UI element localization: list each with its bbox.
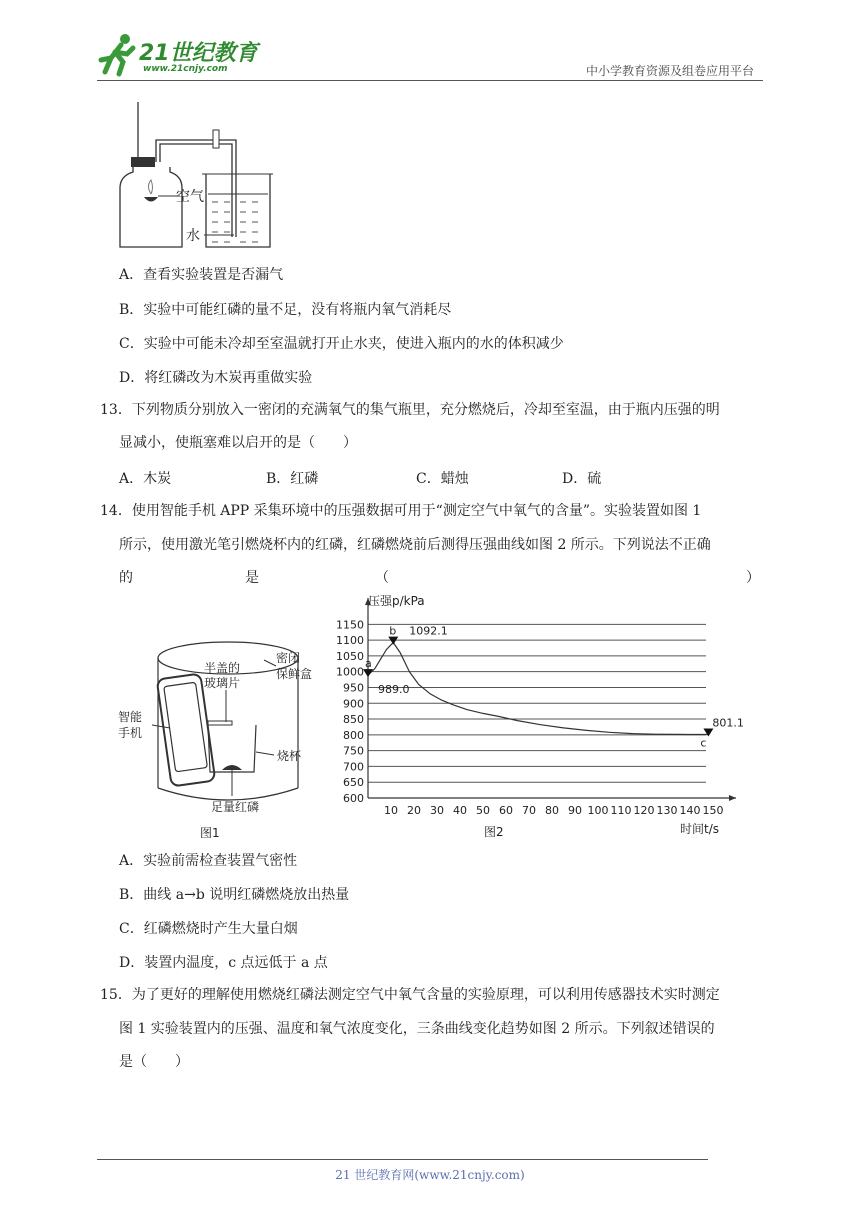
chart-ticks bbox=[336, 618, 724, 817]
x-tick-label: 30 bbox=[430, 804, 444, 817]
header-logo bbox=[97, 30, 267, 78]
x-tick-label: 150 bbox=[702, 804, 724, 817]
label-water: 水 bbox=[186, 228, 200, 244]
q14-stem-line1: 14．使用智能手机 APP 采集环境中的压强数据可用于“测定空气中氧气的含量”。实验装置如图 1 bbox=[100, 503, 702, 519]
footer-site: 21 世纪教育网(www.21cnjy.com) bbox=[335, 1168, 525, 1182]
x-tick-label: 120 bbox=[633, 804, 655, 817]
runner-logo-icon bbox=[97, 32, 137, 78]
q14-option-d: D．装置内温度，c 点远低于 a 点 bbox=[119, 955, 328, 971]
fig1-caption: 图1 bbox=[200, 826, 220, 838]
point-value-b: 1092.1 bbox=[409, 624, 448, 638]
y-tick-label: 750 bbox=[343, 744, 364, 758]
point-label-c: c bbox=[700, 736, 707, 750]
q13-stem-line1: 13．下列物质分别放入一密闭的充满氧气的集气瓶里，充分燃烧后，冷却至室温，由于瓶内压强的明 bbox=[100, 402, 720, 418]
x-axis-arrow bbox=[729, 795, 736, 801]
chart-caption: 图2 bbox=[484, 825, 504, 839]
q12-option-b: B．实验中可能红磷的量不足，没有将瓶内氧气消耗尽 bbox=[119, 302, 452, 318]
fig1-label-phone-2: 手机 bbox=[118, 726, 143, 740]
header-divider bbox=[97, 80, 763, 81]
x-tick-label: 130 bbox=[656, 804, 678, 817]
y-tick-label: 600 bbox=[343, 792, 364, 805]
y-tick-label: 850 bbox=[343, 713, 364, 727]
q12-option-d: D．将红磷改为木炭再重做实验 bbox=[119, 370, 313, 386]
x-tick-label: 50 bbox=[476, 804, 490, 817]
header-platform-name: 中小学教育资源及组卷应用平台 bbox=[585, 64, 754, 78]
q14-option-c: C．红磷燃烧时产生大量白烟 bbox=[119, 921, 298, 937]
fig1-label-box-2: 保鲜盒 bbox=[276, 667, 313, 681]
fig1-label-phosphorus: 足量红磷 bbox=[211, 800, 260, 814]
q15-stem-line2: 图 1 实验装置内的压强、温度和氧气浓度变化，三条曲线变化趋势如图 2 所示。下列叙述错误的 bbox=[119, 1021, 715, 1037]
q14-option-a: A．实验前需检查装置气密性 bbox=[119, 853, 298, 869]
y-tick-label: 900 bbox=[343, 697, 364, 711]
q13-option-b: B．红磷 bbox=[266, 471, 319, 487]
x-tick-label: 60 bbox=[499, 804, 513, 817]
chart-xlabel: 时间t/s bbox=[680, 822, 720, 836]
q12-option-c: C．实验中可能未冷却至室温就打开止水夹，使进入瓶内的水的体积减少 bbox=[119, 336, 564, 352]
y-tick-label: 700 bbox=[343, 760, 364, 774]
fig1-label-glass-1: 半盖的 bbox=[204, 661, 241, 675]
point-value-a: 989.0 bbox=[378, 683, 410, 697]
q13-option-a: A．木炭 bbox=[119, 471, 172, 487]
footer-divider bbox=[97, 1159, 708, 1160]
point-label-a: a bbox=[365, 657, 372, 671]
q14-stem-line3-d: ） bbox=[746, 570, 760, 586]
fig1-label-beaker: 烧杯 bbox=[277, 749, 302, 763]
x-tick-label: 90 bbox=[568, 804, 582, 817]
q14-figure-1 bbox=[116, 600, 326, 838]
q12-option-a: A．查看实验装置是否漏气 bbox=[119, 267, 284, 283]
point-label-b: b bbox=[389, 624, 397, 638]
q14-stem-line3-b: 是 bbox=[245, 570, 259, 586]
y-tick-label: 650 bbox=[343, 776, 364, 790]
x-tick-label: 10 bbox=[384, 804, 398, 817]
q14-stem-line2: 所示，使用激光笔引燃烧杯内的红磷，红磷燃烧前后测得压强曲线如图 2 所示。下列说法不正确 bbox=[119, 537, 711, 553]
x-tick-label: 20 bbox=[407, 804, 421, 817]
x-tick-label: 40 bbox=[453, 804, 467, 817]
fig1-label-phone-1: 智能 bbox=[118, 710, 143, 724]
y-tick-label: 1000 bbox=[336, 665, 364, 679]
y-tick-label: 950 bbox=[343, 681, 364, 695]
q15-stem-line1: 15．为了更好的理解使用燃烧红磷法测定空气中氧气含量的实验原理，可以利用传感器技术实时测定 bbox=[100, 987, 720, 1003]
fig1-label-box-1: 密闭 bbox=[276, 651, 301, 665]
fig1-label-glass-2: 玻璃片 bbox=[204, 676, 241, 690]
q14-stem-line3-c: （ bbox=[375, 570, 389, 586]
q14-option-b: B．曲线 a→b 说明红磷燃烧放出热量 bbox=[119, 887, 350, 903]
q13-option-d: D．硫 bbox=[562, 471, 602, 487]
q14-stem-line3-a: 的 bbox=[119, 570, 133, 586]
x-tick-label: 110 bbox=[610, 804, 632, 817]
y-tick-label: 800 bbox=[343, 728, 364, 742]
q13-stem-line2: 显减小，使瓶塞难以启开的是（ ） bbox=[119, 435, 357, 451]
chart-grid bbox=[368, 624, 706, 782]
x-tick-label: 80 bbox=[545, 804, 559, 817]
y-tick-label: 1100 bbox=[336, 634, 364, 648]
q14-pressure-chart bbox=[326, 590, 750, 840]
x-tick-label: 140 bbox=[679, 804, 701, 817]
q12-apparatus-figure bbox=[118, 102, 296, 250]
label-air: 空气 bbox=[176, 189, 204, 205]
point-marker-a bbox=[363, 669, 373, 677]
point-value-c: 801.1 bbox=[712, 716, 744, 730]
y-tick-label: 1050 bbox=[336, 649, 364, 663]
chart-ylabel: 压强p/kPa bbox=[368, 594, 425, 608]
q15-stem-line3: 是（ ） bbox=[119, 1054, 189, 1070]
x-tick-label: 70 bbox=[522, 804, 536, 817]
y-tick-label: 1150 bbox=[336, 618, 364, 632]
logo-url-text: www.21cnjy.com bbox=[143, 64, 228, 74]
x-tick-label: 100 bbox=[587, 804, 609, 817]
logo-main-text: 21世纪教育 bbox=[139, 41, 258, 66]
q13-option-c: C．蜡烛 bbox=[416, 471, 469, 487]
